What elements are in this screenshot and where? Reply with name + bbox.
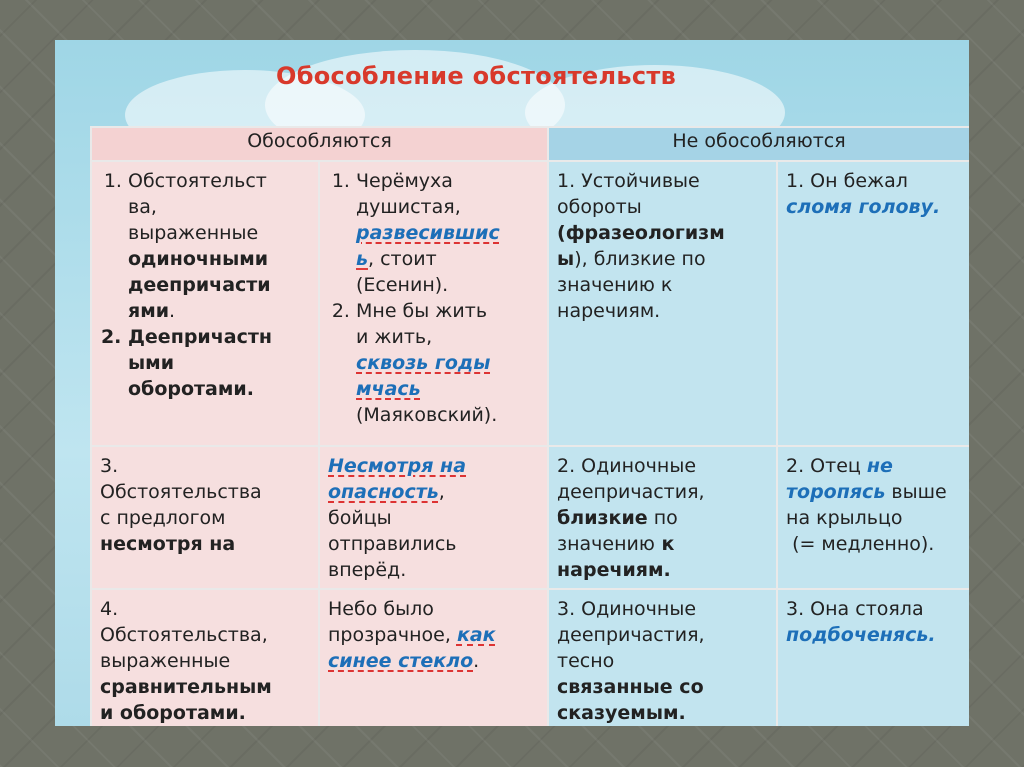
text: Черёмуха — [356, 170, 453, 192]
text: обороты — [557, 196, 642, 218]
text: к — [654, 533, 675, 555]
table-row — [91, 446, 969, 589]
text: ы — [557, 248, 575, 270]
highlighted-phrase: сломя голову. — [786, 196, 941, 218]
text: оборотами. — [128, 378, 254, 400]
text: вперёд. — [328, 559, 407, 581]
text: прозрачное, — [328, 624, 457, 646]
cell-rule — [91, 446, 319, 589]
text: наречиям. — [557, 559, 671, 581]
text: тесно — [557, 650, 615, 672]
highlighted-phrase: сквозь годы — [356, 352, 491, 374]
text: 3. Одиночные — [557, 598, 697, 620]
text: Обстоятельства — [100, 481, 262, 503]
highlighted-phrase: развесившис — [356, 222, 500, 244]
header-not-separated: Не обособляются — [548, 127, 969, 161]
text: значению к — [557, 274, 673, 296]
text: сказуемым. — [557, 702, 686, 724]
cell-rule — [548, 589, 777, 726]
text: ), близкие по — [574, 248, 706, 270]
text: значению — [557, 533, 655, 555]
text: Мне бы жить — [356, 300, 488, 322]
text: 3. — [100, 455, 119, 477]
header-separated: Обособляются — [91, 127, 548, 161]
text: , — [438, 481, 445, 503]
example-list — [328, 168, 539, 428]
cell-example — [319, 446, 548, 589]
slide-title: Обособление обстоятельств — [276, 62, 677, 90]
text: . — [169, 300, 176, 322]
text: Обстоятельства, — [100, 624, 268, 646]
text: деепричасти — [128, 274, 271, 296]
highlighted-phrase: опасность — [328, 481, 439, 503]
text: (фразеологизм — [557, 222, 725, 244]
highlighted-phrase: Несмотря на — [328, 455, 467, 477]
cell-rule — [91, 161, 319, 446]
highlighted-phrase: торопясь — [786, 481, 886, 503]
text: бойцы — [328, 507, 392, 529]
cell-rule — [548, 161, 777, 446]
text: связанные со — [557, 676, 704, 698]
highlighted-phrase: синее стекло — [328, 650, 474, 672]
text: и оборотами. — [100, 702, 246, 724]
text: ва, — [128, 196, 157, 218]
text: Деепричастн — [128, 326, 273, 348]
text: ыми — [128, 352, 175, 374]
text: Обстоятельст — [128, 170, 267, 192]
slide — [55, 40, 969, 726]
text: 4. — [100, 598, 119, 620]
text: 1. Устойчивые — [557, 170, 700, 192]
list-item — [128, 168, 310, 324]
text: выраженные — [128, 222, 259, 244]
comparison-table — [90, 126, 969, 726]
cell-example — [319, 589, 548, 726]
text: деепричастия, — [557, 624, 705, 646]
text: отправились — [328, 533, 457, 555]
cell-example — [777, 446, 969, 589]
highlighted-phrase: подбоченясь. — [786, 624, 936, 646]
text: душистая, — [356, 196, 461, 218]
text: (Маяковский). — [356, 404, 498, 426]
highlighted-phrase: не — [866, 455, 893, 477]
cell-rule — [548, 446, 777, 589]
text: 2. Одиночные — [557, 455, 697, 477]
text: 3. Она стояла — [786, 598, 924, 620]
text: и жить, — [356, 326, 433, 348]
text: 2. Отец — [786, 455, 867, 477]
text: 1. Он бежал — [786, 170, 908, 192]
text: наречиям. — [557, 300, 661, 322]
text: с предлогом — [100, 507, 226, 529]
text: несмотря на — [100, 533, 236, 555]
highlighted-phrase: как — [456, 624, 496, 646]
text: (Есенин). — [356, 274, 449, 296]
text: одиночными — [128, 248, 269, 270]
text: на крыльцо — [786, 507, 903, 529]
cell-example — [777, 589, 969, 726]
list-item — [356, 168, 539, 298]
text: Небо было — [328, 598, 434, 620]
highlighted-phrase: ь — [356, 248, 369, 270]
cell-example — [777, 161, 969, 446]
text: (= медленно). — [792, 533, 935, 555]
text: по — [647, 507, 678, 529]
header-row — [91, 127, 969, 161]
text: . — [473, 650, 480, 672]
cell-rule — [91, 589, 319, 726]
list-item — [128, 324, 310, 402]
rule-list — [100, 168, 310, 402]
text: , стоит — [368, 248, 437, 270]
text: деепричастия, — [557, 481, 705, 503]
text: близкие — [557, 507, 648, 529]
text: ями — [128, 300, 170, 322]
list-item — [356, 298, 539, 428]
highlighted-phrase: мчась — [356, 378, 421, 400]
text: выше — [885, 481, 947, 503]
cell-example — [319, 161, 548, 446]
text: выраженные — [100, 650, 231, 672]
table-row — [91, 589, 969, 726]
table-row — [91, 161, 969, 446]
text: сравнительным — [100, 676, 272, 698]
